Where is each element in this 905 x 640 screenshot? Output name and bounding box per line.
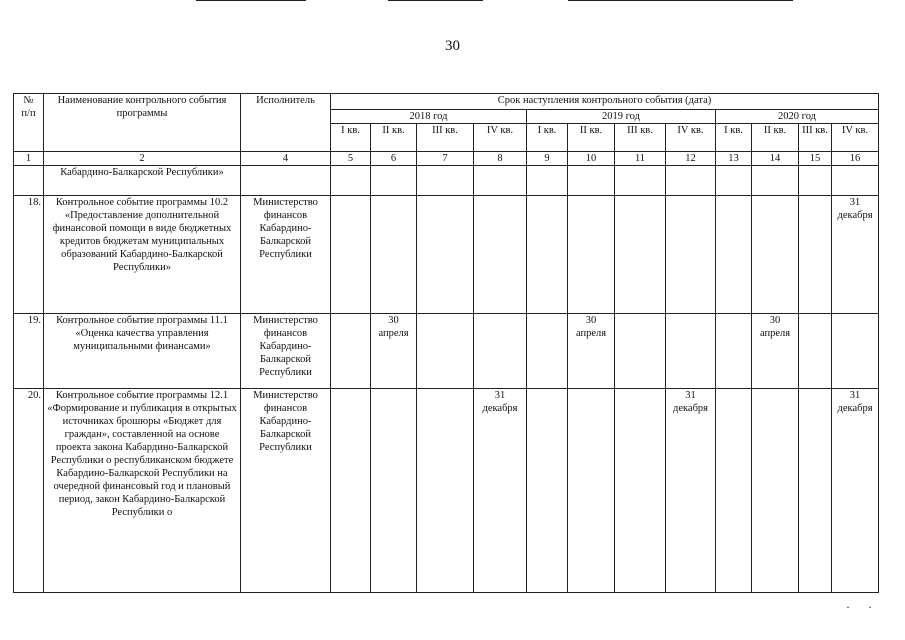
control-events-table [13,93,879,593]
column-number: 4 [241,152,331,166]
event-name: Контрольное событие программы 12.1 «Формирование и публикация в открытых источниках брошюры «Бюджет для граждан», составленной на основе проекта закона Кабардино-Балкарской Республики о республиканском бюджете Кабардино-Балкарской Республики на очередной финансовый год и плановый период, закон Кабардино-Балкарской Республики о [44,389,241,593]
column-number: 16 [832,152,879,166]
quarter-date-cell [615,166,666,196]
quarter-date-cell [331,314,371,389]
quarter-date-cell [666,196,716,314]
column-number: 11 [615,152,666,166]
column-number: 8 [474,152,527,166]
quarter-date-cell [331,166,371,196]
quarter-date-cell [568,196,615,314]
quarter-date-cell [417,389,474,593]
row-number: 19. [14,314,44,389]
quarter-date-cell [527,314,568,389]
column-number: 2 [44,152,241,166]
quarter-date-cell [527,389,568,593]
event-name: Контрольное событие программы 10.2 «Предоставление дополнительной финансовой помощи в виде бюджетных кредитов бюджетам муниципальных образований Кабардино-Балкарской Республики» [44,196,241,314]
quarter-date-cell [417,166,474,196]
event-name: Кабардино-Балкарской Республики» [44,166,241,196]
quarter-date-cell [799,389,832,593]
table-body [14,166,879,593]
page-marks: ·· [846,600,890,614]
column-number: 13 [716,152,752,166]
header-quarter: I кв. [716,124,752,152]
quarter-date-cell [417,196,474,314]
quarter-date-cell [615,389,666,593]
top-rule-1 [196,0,306,1]
quarter-date-cell [474,314,527,389]
header-quarter: IV кв. [666,124,716,152]
column-number: 1 [14,152,44,166]
quarter-date-cell: 31 декабря [832,389,879,593]
quarter-date-cell [832,314,879,389]
row-number [14,166,44,196]
row-number: 18. [14,196,44,314]
quarter-date-cell [615,314,666,389]
quarter-date-cell: 31 декабря [832,196,879,314]
header-quarter: II кв. [371,124,417,152]
column-number: 15 [799,152,832,166]
quarter-date-cell [331,196,371,314]
column-number: 14 [752,152,799,166]
column-number: 9 [527,152,568,166]
header-name: Наименование контрольного события программы [44,94,241,152]
quarter-date-cell [832,166,879,196]
quarter-date-cell [568,389,615,593]
quarter-date-cell: 31 декабря [666,389,716,593]
quarter-date-cell [331,389,371,593]
column-number: 12 [666,152,716,166]
header-quarter: I кв. [527,124,568,152]
quarter-date-cell: 30 апреля [568,314,615,389]
quarter-date-cell [371,166,417,196]
header-num: № п/п [14,94,44,152]
quarter-date-cell [716,196,752,314]
executor: Министерство финансов Кабардино-Балкарской Республики [241,314,331,389]
table-row [14,314,879,389]
header-quarter: IV кв. [474,124,527,152]
quarter-date-cell: 31 декабря [474,389,527,593]
quarter-date-cell [716,389,752,593]
quarter-date-cell [527,196,568,314]
quarter-date-cell [716,314,752,389]
header-term: Срок наступления контрольного события (дата) [331,94,879,110]
quarter-date-cell [799,196,832,314]
quarter-date-cell [752,389,799,593]
executor [241,166,331,196]
quarter-date-cell [716,166,752,196]
header-quarter: II кв. [752,124,799,152]
quarter-date-cell [527,166,568,196]
table-row [14,166,879,196]
quarter-date-cell [752,196,799,314]
quarter-date-cell: 30 апреля [752,314,799,389]
quarter-date-cell [417,314,474,389]
header-quarter: I кв. [331,124,371,152]
column-number: 5 [331,152,371,166]
header-quarter: II кв. [568,124,615,152]
column-numbers-row [14,152,879,166]
quarter-date-cell [371,196,417,314]
row-number: 20. [14,389,44,593]
column-number: 10 [568,152,615,166]
executor: Министерство финансов Кабардино-Балкарской Республики [241,196,331,314]
quarter-date-cell [615,196,666,314]
header-quarter: IV кв. [832,124,879,152]
table-row [14,196,879,314]
quarter-date-cell [666,166,716,196]
column-number: 6 [371,152,417,166]
event-name: Контрольное событие программы 11.1 «Оценка качества управления муниципальными финансами» [44,314,241,389]
top-rule-3 [568,0,793,1]
quarter-date-cell [799,166,832,196]
quarter-date-cell [474,166,527,196]
header-executor: Исполнитель [241,94,331,152]
quarter-date-cell [371,389,417,593]
header-year: 2020 год [716,110,879,124]
header-year: 2018 год [331,110,527,124]
quarter-date-cell [568,166,615,196]
quarter-date-cell [666,314,716,389]
quarter-date-cell [799,314,832,389]
quarter-date-cell: 30 апреля [371,314,417,389]
header-quarter: III кв. [615,124,666,152]
table-row [14,389,879,593]
quarter-date-cell [752,166,799,196]
column-number: 7 [417,152,474,166]
quarter-date-cell [474,196,527,314]
page-number: 30 [445,38,460,54]
header-quarter: III кв. [799,124,832,152]
executor: Министерство финансов Кабардино-Балкарской Республики [241,389,331,593]
header-year: 2019 год [527,110,716,124]
header-quarter: III кв. [417,124,474,152]
top-rule-2 [388,0,483,1]
